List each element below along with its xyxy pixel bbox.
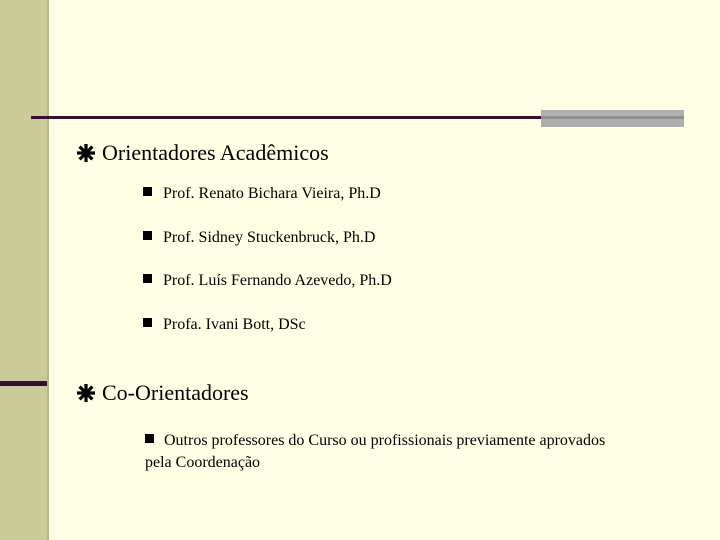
co-orientadores-paragraph bbox=[145, 430, 615, 474]
title-divider-accent bbox=[541, 110, 684, 127]
left-bar-marker bbox=[0, 381, 47, 386]
asterisk-star-icon bbox=[76, 380, 98, 406]
section-heading-orientadores bbox=[76, 140, 329, 166]
square-bullet-icon bbox=[143, 231, 152, 240]
paragraph-text: Outros professores do Curso ou profissionais previamente aprovados pela Coordenação bbox=[145, 432, 606, 471]
list-item bbox=[143, 272, 392, 290]
asterisk-star-icon bbox=[76, 140, 98, 166]
section-title: Orientadores Acadêmicos bbox=[102, 140, 329, 165]
section-heading-co-orientadores bbox=[76, 380, 249, 406]
list-item bbox=[143, 229, 375, 247]
list-item bbox=[143, 185, 381, 203]
square-bullet-icon bbox=[143, 187, 152, 196]
list-item-text: Prof. Luís Fernando Azevedo, Ph.D bbox=[163, 272, 392, 289]
section-title: Co-Orientadores bbox=[102, 380, 249, 405]
list-item-text: Profa. Ivani Bott, DSc bbox=[163, 316, 306, 333]
left-bar-edge bbox=[47, 0, 49, 540]
square-bullet-icon bbox=[143, 274, 152, 283]
list-item-text: Prof. Sidney Stuckenbruck, Ph.D bbox=[163, 229, 376, 246]
list-item bbox=[143, 316, 306, 334]
square-bullet-icon bbox=[143, 318, 152, 327]
list-item-text: Prof. Renato Bichara Vieira, Ph.D bbox=[163, 185, 381, 202]
square-bullet-icon bbox=[145, 434, 154, 443]
title-divider-line bbox=[31, 116, 541, 119]
left-decorative-bar bbox=[0, 0, 47, 540]
